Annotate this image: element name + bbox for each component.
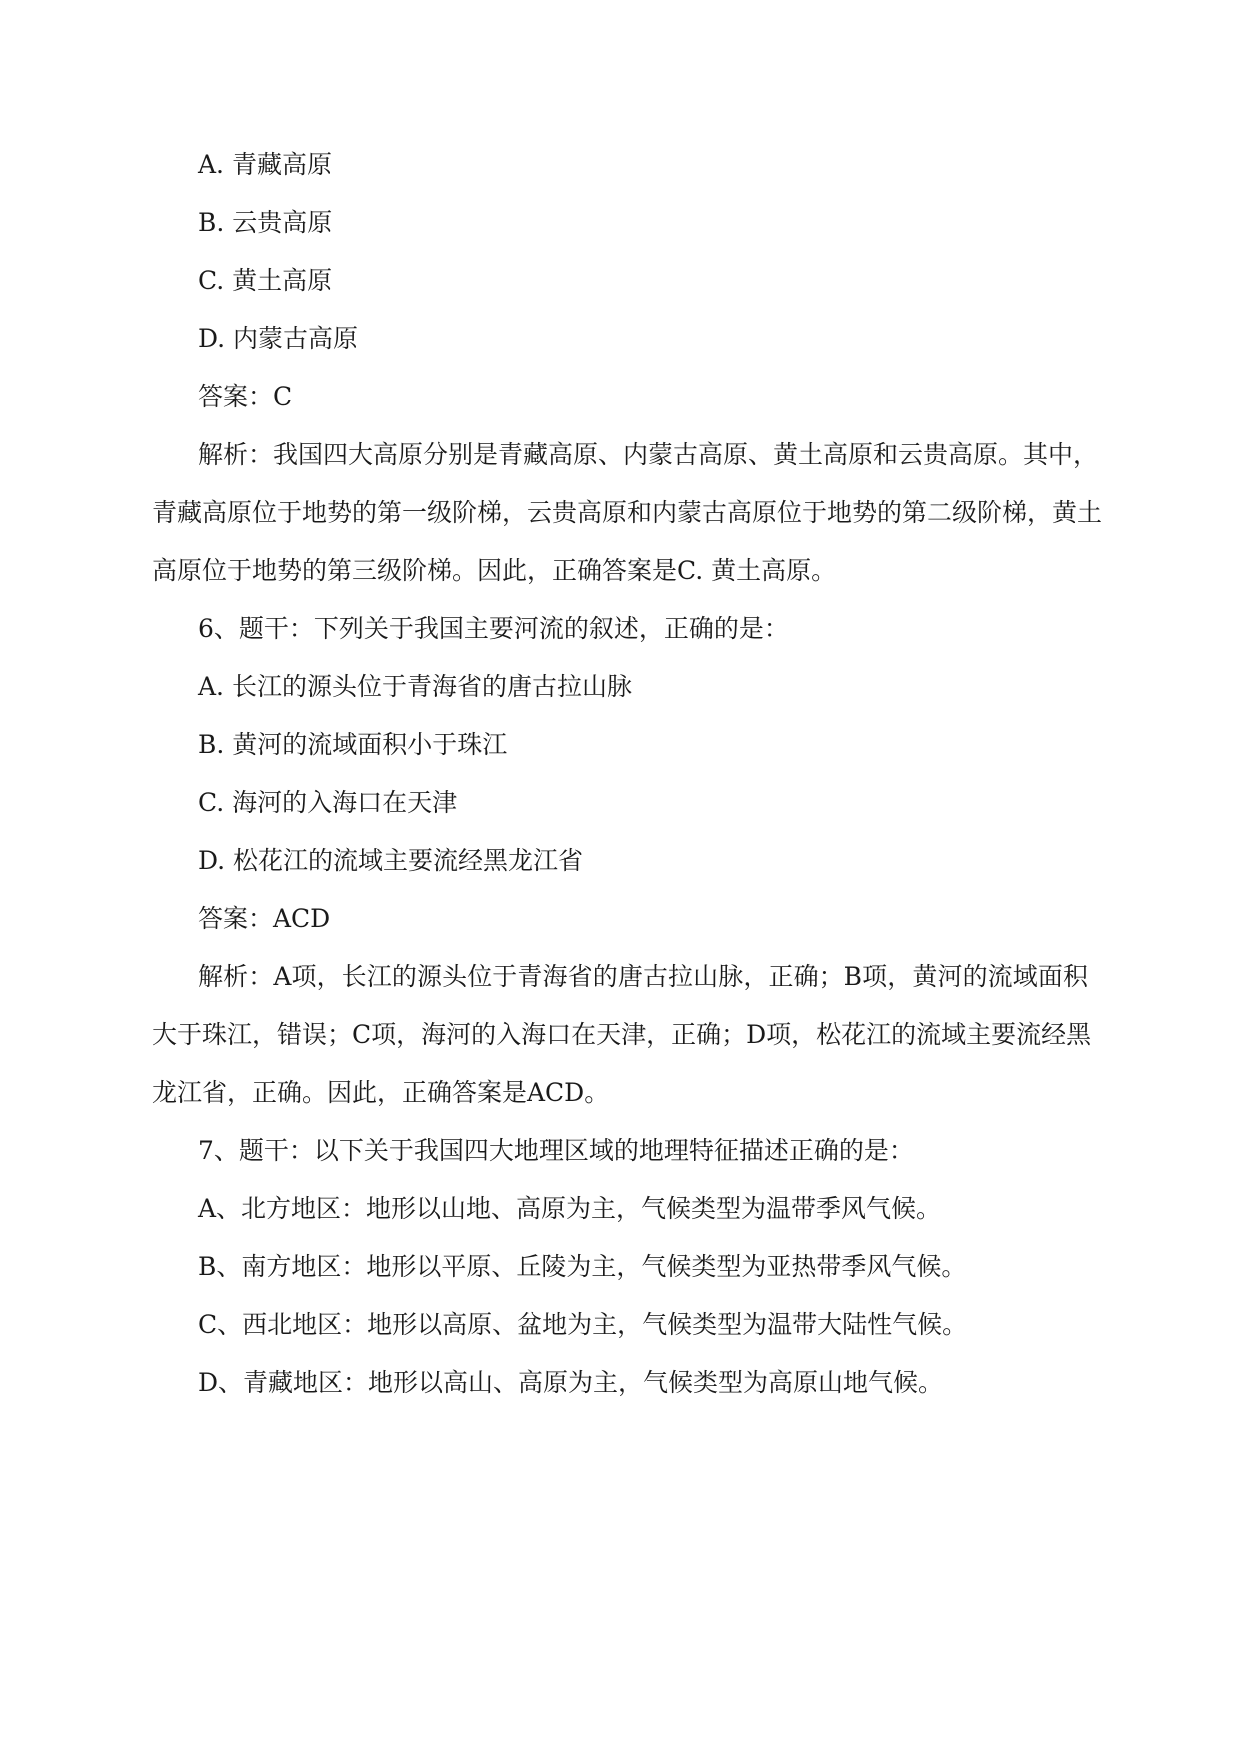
q6-analysis-line-3: 龙江省，正确。因此，正确答案是ACD。 [152, 1078, 610, 1107]
q6-answer: 答案：ACD [198, 904, 331, 933]
q7-option-c: C、西北地区：地形以高原、盆地为主，气候类型为温带大陆性气候。 [198, 1310, 968, 1339]
q5-analysis-line-3: 高原位于地势的第三级阶梯。因此，正确答案是C. 黄土高原。 [152, 556, 837, 585]
q6-option-d: D. 松花江的流域主要流经黑龙江省 [198, 846, 584, 875]
q5-option-b: B. 云贵高原 [198, 208, 333, 237]
q6-option-a: A. 长江的源头位于青海省的唐古拉山脉 [198, 672, 632, 701]
q7-option-a: A、北方地区：地形以山地、高原为主，气候类型为温带季风气候。 [198, 1194, 942, 1223]
q6-analysis-line-1: 解析：A项，长江的源头位于青海省的唐古拉山脉，正确；B项，黄河的流域面积 [198, 962, 1088, 991]
q5-option-a: A. 青藏高原 [198, 150, 332, 179]
q5-option-c: C. 黄土高原 [198, 266, 333, 295]
q7-option-d: D、青藏地区：地形以高山、高原为主，气候类型为高原山地气候。 [198, 1368, 944, 1397]
q5-analysis-line-2: 青藏高原位于地势的第一级阶梯，云贵高原和内蒙古高原位于地势的第二级阶梯，黄土 [152, 498, 1103, 527]
q6-option-b: B. 黄河的流域面积小于珠江 [198, 730, 508, 759]
q5-option-d: D. 内蒙古高原 [198, 324, 359, 353]
q6-analysis-line-2: 大于珠江，错误；C项，海河的入海口在天津，正确；D项，松花江的流域主要流经黑 [152, 1020, 1092, 1049]
q7-stem: 7、题干：以下关于我国四大地理区域的地理特征描述正确的是： [198, 1136, 914, 1165]
q5-analysis-line-1: 解析：我国四大高原分别是青藏高原、内蒙古高原、黄土高原和云贵高原。其中， [198, 440, 1099, 469]
q6-option-c: C. 海河的入海口在天津 [198, 788, 458, 817]
q6-stem: 6、题干：下列关于我国主要河流的叙述，正确的是： [198, 614, 789, 643]
q5-answer: 答案：C [198, 382, 293, 411]
q7-option-b: B、南方地区：地形以平原、丘陵为主，气候类型为亚热带季风气候。 [198, 1252, 967, 1281]
